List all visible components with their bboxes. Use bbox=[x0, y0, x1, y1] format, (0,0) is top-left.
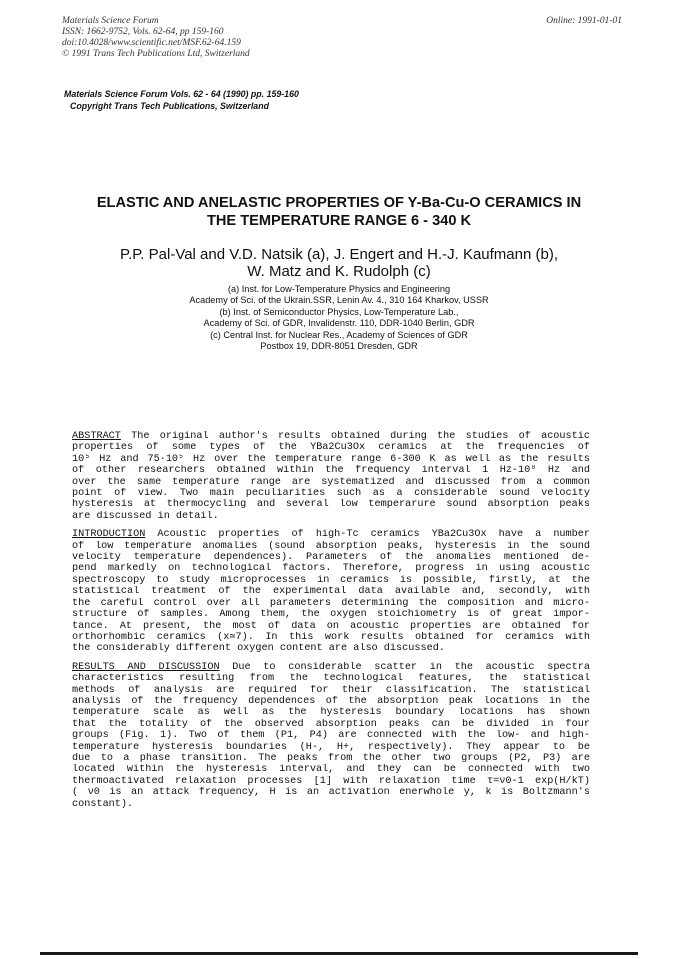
publication-metadata bbox=[62, 16, 622, 60]
body-line bbox=[72, 454, 590, 465]
results-heading: RESULTS AND DISCUSSION bbox=[72, 661, 220, 673]
meta-issn: ISSN: 1662-9752, Vols. 62-64, pp 159-160 bbox=[62, 27, 224, 37]
body-line bbox=[72, 598, 590, 609]
body-line bbox=[72, 662, 590, 673]
body-line bbox=[72, 511, 590, 522]
affiliation-line: Academy of Sci. of the Ukrain.SSR, Lenin Av. 4., 310 164 Kharkov, USSR bbox=[189, 295, 489, 306]
body-line bbox=[72, 753, 590, 764]
line-text: orthorhombic ceramics (x≃7). In this work results obtained for ceramics with bbox=[72, 631, 590, 643]
body-line bbox=[72, 696, 590, 707]
line-text: constant). bbox=[72, 798, 134, 810]
body-line bbox=[72, 776, 590, 787]
body-line bbox=[72, 632, 590, 643]
line-text: structure of samples. Among them, the oxygen stoichiometry is of great impor- bbox=[72, 609, 590, 621]
line-text: methods of analysis are required for their classification. The statistical bbox=[72, 684, 590, 696]
body-line bbox=[72, 575, 590, 586]
line-text: tance. At present, the most of data on acoustic properties are obtained for bbox=[72, 620, 590, 632]
body-line bbox=[72, 442, 590, 453]
meta-journal: Materials Science Forum bbox=[62, 16, 159, 26]
line-text: 10⁵ Hz and 75·10⁵ Hz over the temperature range 6-300 K as well as the results bbox=[72, 453, 590, 465]
meta-online-date: Online: 1991-01-01 bbox=[546, 16, 622, 26]
body-line bbox=[72, 764, 590, 775]
line-text: velocity temperature dependences). Parameters of the anomalies mentioned de- bbox=[72, 552, 590, 564]
line-text: hysteresis at thermocycling and several low temperarure sound absorption peaks bbox=[72, 499, 590, 511]
journal-citation: Materials Science Forum Vols. 62 - 64 (1990) pp. 159-160 bbox=[64, 89, 299, 99]
line-text: are discussed in detail. bbox=[72, 510, 219, 522]
body-line bbox=[72, 488, 590, 499]
body-line bbox=[72, 621, 590, 632]
affiliation-line: Academy of Sci. of GDR, Invalidenstr. 110, DDR-1040 Berlin, GDR bbox=[203, 318, 475, 329]
line-text: properties of some types of the YBa2Cu3Ox ceramics at the frequencies of bbox=[72, 442, 590, 454]
line-text: thermoactivated relaxation processes [1] with relaxation time τ=ν0-1 exp(H/kT) bbox=[72, 775, 590, 787]
body-line bbox=[72, 707, 590, 718]
meta-doi[interactable]: doi:10.4028/www.scientific.net/MSF.62-64.159 bbox=[62, 38, 241, 48]
paper-title bbox=[40, 194, 638, 230]
bottom-rule bbox=[40, 952, 638, 955]
line-text: The original author's results obtained during the studies of acoustic bbox=[120, 431, 590, 442]
line-text: groups (Fig. 1). Two of them (P1, P4) are connected with the low- and high- bbox=[72, 730, 590, 742]
body-line bbox=[72, 609, 590, 620]
body-line bbox=[72, 499, 590, 510]
body-line bbox=[72, 643, 590, 654]
body-line bbox=[72, 529, 590, 540]
body-line bbox=[72, 465, 590, 476]
paper-body bbox=[72, 431, 590, 817]
line-text: located within the hysteresis interval, and they can be connected with two bbox=[72, 764, 590, 776]
title-line: THE TEMPERATURE RANGE 6 - 340 K bbox=[206, 213, 472, 229]
line-text: analysis of the frequency dependences of the absorption peak locations in the bbox=[72, 695, 590, 707]
line-text: over the same temperature range are systematized and discussed from a common bbox=[72, 476, 590, 488]
line-text: the considerably different oxygen content are also discussed. bbox=[72, 643, 445, 655]
body-line bbox=[72, 742, 590, 753]
authors-line: P.P. Pal-Val and V.D. Natsik (a), J. Engert and H.-J. Kaufmann (b), bbox=[120, 246, 558, 263]
line-text: of other researchers obtained within the frequency interval 1 Hz-10⁸ Hz and bbox=[72, 465, 590, 477]
line-text: temperature hysteresis boundaries (H-, H+, respectively). They appear to be bbox=[72, 741, 590, 753]
affiliation-line: Postbox 19, DDR-8051 Dresden, GDR bbox=[260, 341, 418, 352]
affiliations bbox=[40, 284, 638, 352]
line-text: point of view. Two main peculiarities such as a considerable sound velocity bbox=[72, 488, 590, 500]
meta-copyright: © 1991 Trans Tech Publications Ltd, Switzerland bbox=[62, 49, 250, 59]
results-section bbox=[72, 662, 590, 810]
journal-header bbox=[64, 89, 299, 112]
body-line bbox=[72, 673, 590, 684]
line-text: the careful control over all parameters determining the composition and micro- bbox=[72, 597, 590, 609]
line-text: that the totality of the observed absorption peaks can be divided in four bbox=[72, 718, 590, 730]
affiliation-line: (b) Inst. of Semiconductor Physics, Low-Temperature Lab., bbox=[219, 306, 459, 317]
body-line bbox=[72, 431, 590, 442]
body-line bbox=[72, 563, 590, 574]
authors-line: W. Matz and K. Rudolph (c) bbox=[247, 263, 431, 280]
body-line bbox=[72, 685, 590, 696]
journal-copyright: Copyright Trans Tech Publications, Switzerland bbox=[70, 100, 269, 111]
author-list bbox=[40, 246, 638, 280]
body-line bbox=[72, 586, 590, 597]
body-line bbox=[72, 730, 590, 741]
affiliation-line: (c) Central Inst. for Nuclear Res., Academy of Sciences of GDR bbox=[210, 329, 468, 340]
introduction-section bbox=[72, 529, 590, 654]
line-text: ( ν0 is an attack frequency, H is an activation enerwhole y, k is Boltzmann's bbox=[72, 787, 590, 799]
body-line bbox=[72, 719, 590, 730]
body-line bbox=[72, 541, 590, 552]
line-text: temperature scale as well as the hysteresis boundary locations has shown bbox=[72, 707, 590, 719]
line-text: due to a phase transition. The peaks from the other two groups (P2, P3) are bbox=[72, 752, 590, 764]
line-text: pend markedly on technological factors. Therefore, progress in using acoustic bbox=[72, 563, 590, 575]
line-text: Acoustic properties of high-Tc ceramics YBa2Cu3Ox have a number bbox=[145, 529, 590, 541]
introduction-heading: INTRODUCTION bbox=[72, 529, 146, 541]
body-line bbox=[72, 477, 590, 488]
line-text: of low temperature anomalies (sound absorption peaks, hysteresis in the sound bbox=[72, 540, 590, 552]
line-text: Due to considerable scatter in the acoustic spectra bbox=[219, 661, 590, 673]
line-text: spectroscopy to study microprocesses in ceramics is possible, firstly, at the bbox=[72, 574, 590, 586]
body-line bbox=[72, 799, 590, 810]
body-line bbox=[72, 787, 590, 798]
body-line bbox=[72, 552, 590, 563]
affiliation-line: (a) Inst. for Low-Temperature Physics and Engineering bbox=[227, 284, 451, 294]
abstract-heading: ABSTRACT bbox=[72, 431, 121, 442]
title-line: ELASTIC AND ANELASTIC PROPERTIES OF Y-Ba-Cu-O CERAMICS IN bbox=[96, 195, 582, 211]
line-text: statistical treatment of the experimental data available and, secondly, with bbox=[72, 586, 590, 598]
line-text: characteristics resulting from the technological features, the statistical bbox=[72, 673, 590, 685]
abstract-section bbox=[72, 431, 590, 522]
